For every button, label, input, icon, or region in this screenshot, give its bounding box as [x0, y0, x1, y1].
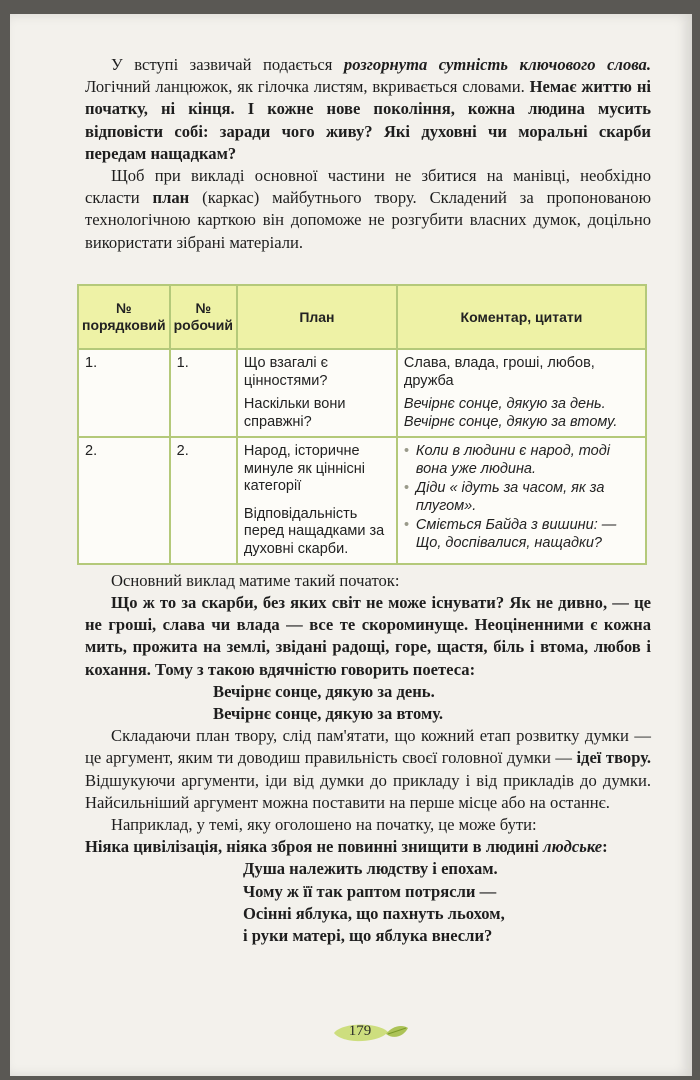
quote-line: Вечірнє сонце, дякую за день. [213, 681, 435, 701]
bullet-icon: • [403, 480, 409, 496]
quote-line: Вечірнє сонце, дякую за втому. [213, 704, 444, 724]
plan-item: Що взагалі є цінностями? [243, 355, 329, 389]
comment-text: Слава, влада, гроші, любов, дружба [403, 355, 595, 389]
intro-paragraph: У вступі зазвичай подається розгорнута сутність ключового слова. Логічний ланцюжок, як гілочка листям, вкривається словами. Немає життю ні початку, ні кінця. І кожне нове покоління, кожна людина мусить відповісти собі: заради чого живу? Які духовні чи моральні скарби передам нащадкам? [85, 55, 651, 163]
bullet-icon: • [403, 443, 409, 459]
main-text-paragraph: Що ж то за скарби, без яких світ не може існувати? Як не дивно, — це не гроші, слава чи влада — все те скороминуще. Неоціненними є кожна мить, прожита на землі, звідані радощі, горе, щастя, біль і втома, любов і кохання. Тому з такою вдячністю говорить поетеса: [85, 593, 651, 679]
plan-table [77, 284, 647, 565]
main-intro-paragraph: Основний виклад матиме такий початок: [111, 570, 400, 590]
plan-paragraph: Щоб при викладі основної частини не збитися на манівці, необхідно скласти план (каркас) майбутнього твору. Складений за пропонованою технологічною карткою він допоможе не розгубити власних думок, доцільно використати зібрані матеріали. [85, 166, 652, 252]
quote-soul [85, 858, 651, 947]
cell-ordinal: 2. [78, 437, 170, 564]
header-comment: Коментар, цитати [397, 285, 646, 349]
argument-paragraph: Складаючи план твору, слід пам'ятати, що кожний етап розвитку думки — це аргумент, яким ти доводиш правильність своєї головної думки — ідеї твору. Відшукуючи аргументи, іди від думки до прикладу і від прикладів до думки. Найсильніший аргумент можна поставити на перше місце або на останнє. [85, 726, 652, 812]
book-page [10, 14, 692, 1076]
plan-item: Наскільки вони справжні? [243, 396, 346, 430]
table-row [78, 437, 646, 564]
table-row [78, 349, 646, 437]
comment-quote: Вечірнє сонце, дякую за день. Вечірнє сонце, дякую за втому. [403, 396, 618, 430]
comment-bullet: • Сміється Байда з вишини: — Що, доспівалися, нащадки? [403, 517, 617, 551]
header-working: № робочий [170, 285, 237, 349]
civilization-paragraph: Ніяка цивілізація, ніяка зброя не повинні знищити в людині людське: [85, 837, 608, 857]
quote-line: Душа належить людству і епохам. [243, 859, 498, 879]
cell-plan [237, 349, 397, 437]
quote-sun [85, 681, 651, 725]
comment-bullet: • Діди « ідуть за часом, як за плугом». [403, 480, 605, 514]
cell-working: 1. [170, 349, 237, 437]
cell-comment [397, 437, 646, 564]
bullet-icon: • [403, 517, 409, 533]
plan-item: Відповідальність перед нащадками за духовні скарби. [243, 505, 385, 557]
plan-item: Народ, історичне минуле як ціннісні категорії [243, 443, 365, 494]
cell-plan [237, 437, 397, 564]
cell-ordinal: 1. [78, 349, 170, 437]
comment-bullet: • Коли в людини є народ, тоді вона уже людина. [403, 443, 610, 477]
cell-working: 2. [170, 437, 237, 564]
example-paragraph: Наприклад, у темі, яку оголошено на початку, це може бути: [111, 815, 537, 835]
page-number [330, 1020, 410, 1046]
header-ordinal: № порядковий [78, 285, 170, 349]
header-plan: План [237, 285, 397, 349]
page-number-text: 179 [348, 1023, 372, 1039]
quote-line: Осінні яблука, що пахнуть льохом, [243, 903, 505, 923]
quote-line: Чому ж її так раптом потрясли — [243, 881, 497, 901]
cell-comment [397, 349, 646, 437]
table-header-row [78, 285, 646, 349]
quote-line: і руки матері, що яблука внесли? [243, 926, 493, 946]
